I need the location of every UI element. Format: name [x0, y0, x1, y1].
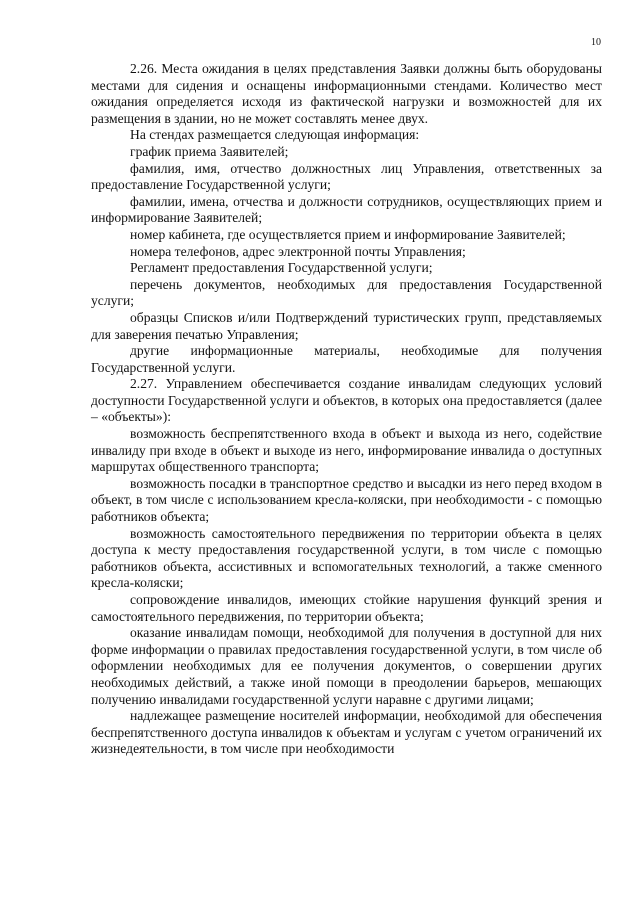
list-item-staff: фамилии, имена, отчества и должности сотрудников, осуществляющих прием и информирование Заявителей;: [91, 193, 602, 226]
list-item-movement: возможность самостоятельного передвижения по территории объекта в целях доступа к месту предоставления государственной услуги, в том числе с помощью работников объекта, ассистивных и вспомогательных технологий, а также сменного кресла-коляски;: [91, 525, 602, 591]
list-item-other-materials: другие информационные материалы, необходимые для получения Государственной услуги.: [91, 343, 602, 375]
list-item-documents: перечень документов, необходимых для предоставления Государственной услуги;: [91, 276, 602, 309]
list-item-room-number: номер кабинета, где осуществляется прием и информирование Заявителей;: [130, 226, 566, 242]
paragraph-2-26: 2.26. Места ожидания в целях представления Заявки должны быть оборудованы местами для сидения и оснащены информационными стендами. Количество мест ожидания определяется исходя из фактической нагрузки и возможностей для их размещения в здании, но не может составлять менее двух.: [91, 61, 602, 126]
page-number: 10: [591, 37, 601, 48]
list-item-contacts: номера телефонов, адрес электронной почты Управления;: [130, 243, 466, 259]
list-item-transport: возможность посадки в транспортное средство и высадки из него перед входом в объект, в том числе с использованием кресла-коляски, при необходимости - с помощью работников объекта;: [91, 475, 602, 525]
list-item-schedule: график приема Заявителей;: [130, 143, 289, 159]
list-item-entry-exit: возможность беспрепятственного входа в объект и выхода из него, содействие инвалиду при входе в объект и выходе из него, информирование инвалида о доступных маршрутах общественного транспорта;: [91, 426, 602, 475]
list-item-escort: сопровождение инвалидов, имеющих стойкие нарушения функций зрения и самостоятельного передвижения, по территории объекта;: [91, 592, 602, 624]
list-item-samples: образцы Списков и/или Подтверждений туристических групп, представляемых для заверения печатью Управления;: [91, 309, 602, 342]
list-item-assistance: оказание инвалидам помощи, необходимой для получения в доступной для них форме информации о правилах предоставления государственной услуги, в том числе об оформлении необходимых для ее получения документов, о совершении других необходимых действий, а также иной помощи в преодолении барьеров, мешающих получению инвалидами государственной услуги наравне с другими лицами;: [91, 625, 602, 707]
document-body: [91, 61, 602, 758]
paragraph-2-27: 2.27. Управлением обеспечивается создание инвалидам следующих условий доступности Государственной услуги и объектов, в которых она предоставляется (далее – «объекты»):: [91, 376, 602, 425]
list-item-regulation: Регламент предоставления Государственной услуги;: [130, 260, 433, 276]
paragraph-stands-intro: На стендах размещается следующая информация:: [130, 127, 420, 143]
list-item-information-carriers: надлежащее размещение носителей информации, необходимой для обеспечения беспрепятственного доступа инвалидов к объектам и услугам с учетом ограничений их жизнедеятельности, в том числе при необходимости: [91, 708, 602, 757]
list-item-responsible-officials: фамилия, имя, отчество должностных лиц Управления, ответственных за предоставление Государственной услуги;: [91, 160, 602, 193]
